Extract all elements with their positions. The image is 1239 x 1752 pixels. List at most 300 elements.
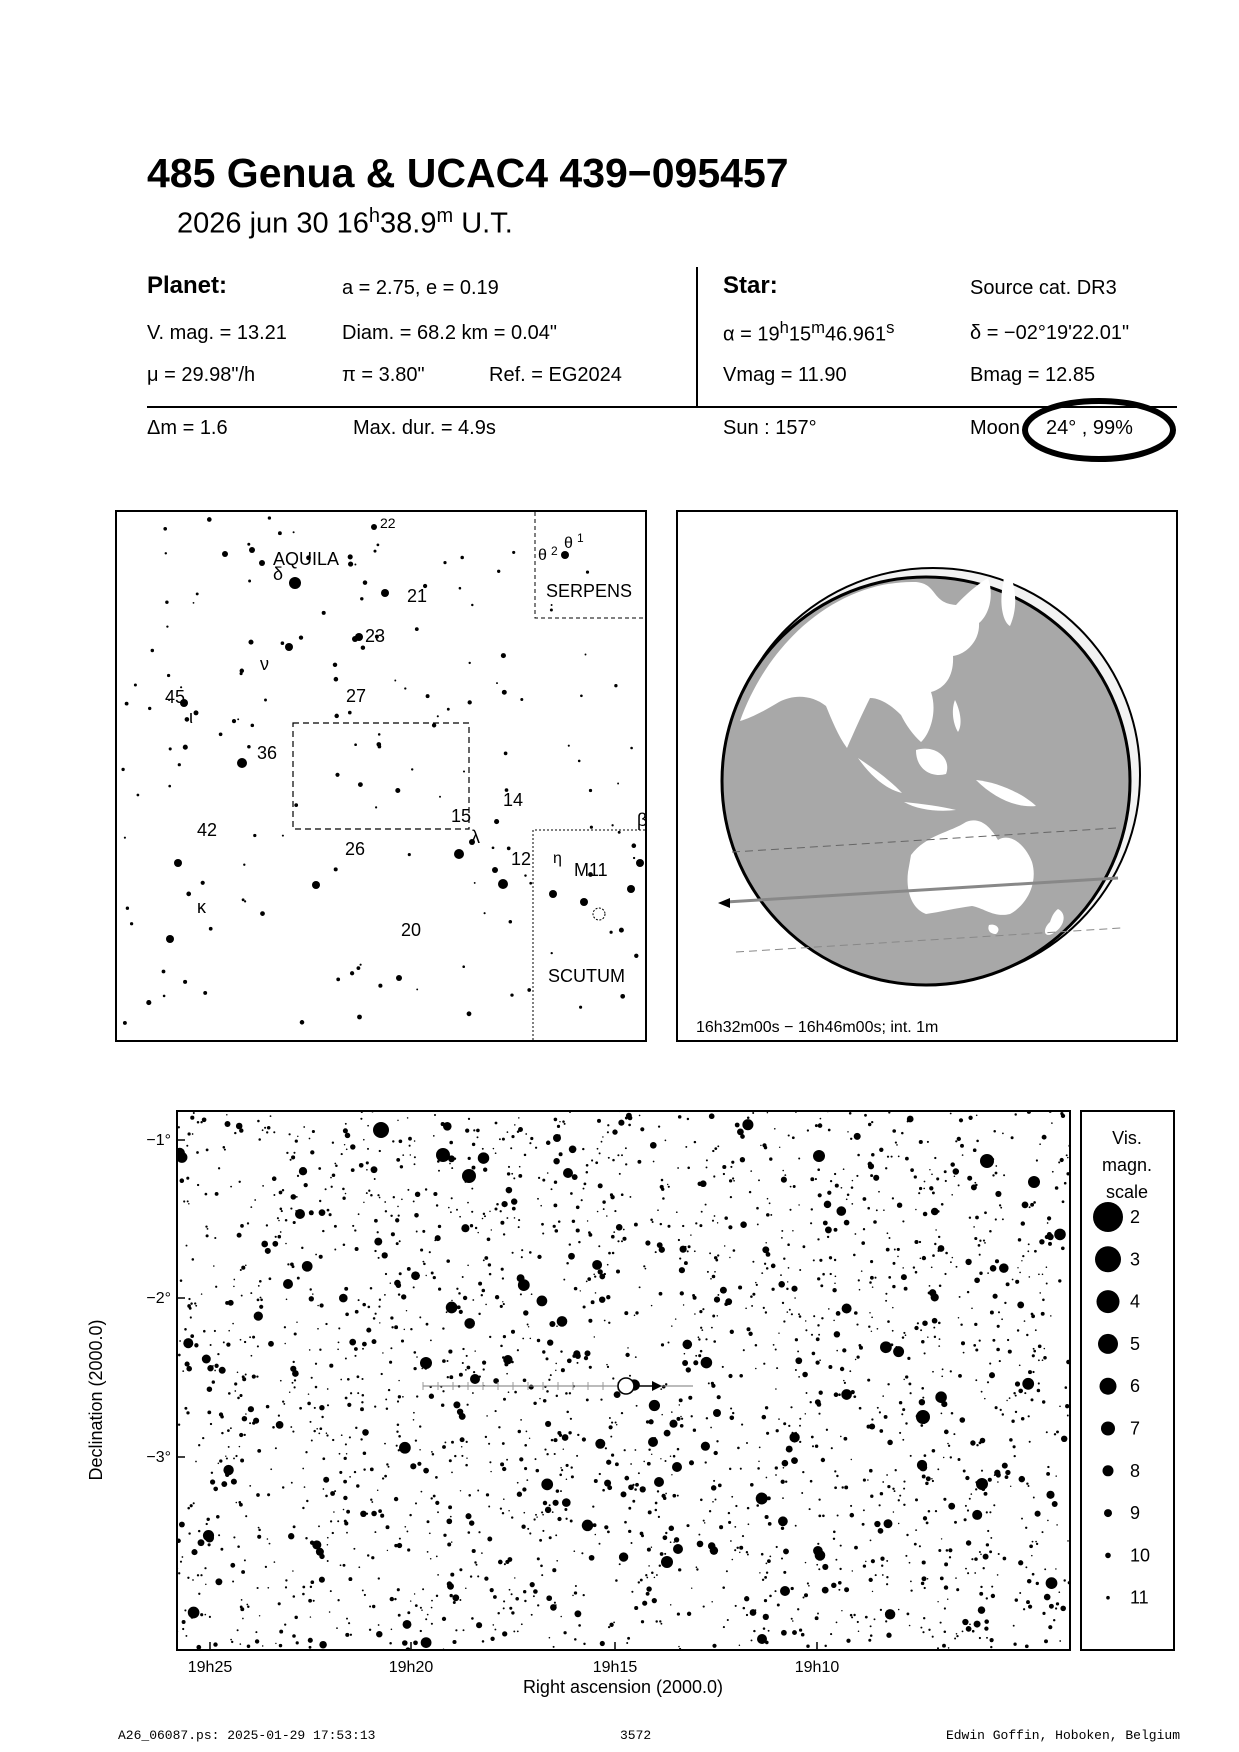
- field-star: [1062, 1200, 1065, 1203]
- field-star: [647, 1462, 651, 1466]
- field-star: [1024, 1392, 1026, 1394]
- field-star: [517, 1492, 522, 1497]
- field-star: [608, 1157, 610, 1159]
- field-star: [630, 1463, 632, 1465]
- field-star: [915, 1271, 918, 1274]
- field-star: [368, 1190, 370, 1192]
- field-star: [278, 1220, 280, 1222]
- field-star: [1015, 1381, 1020, 1386]
- field-star: [728, 1374, 732, 1378]
- field-star: [302, 1593, 305, 1596]
- field-star: [512, 1207, 516, 1211]
- field-star: [206, 1518, 209, 1521]
- field-star: [586, 1171, 589, 1174]
- field-star: [422, 1588, 424, 1590]
- field-star: [905, 1555, 907, 1557]
- field-star: [966, 1540, 971, 1545]
- field-star: [449, 1163, 451, 1165]
- field-star: [392, 1140, 394, 1142]
- field-star: [546, 1595, 552, 1601]
- finder-star: [294, 803, 298, 807]
- finder-star: [501, 653, 506, 658]
- field-star: [188, 1607, 200, 1619]
- field-star: [854, 1133, 861, 1140]
- finder-star: [633, 857, 635, 859]
- field-star: [791, 1313, 793, 1315]
- field-star: [490, 1637, 494, 1641]
- field-star: [720, 1287, 727, 1294]
- field-star: [1047, 1232, 1052, 1237]
- field-star: [1013, 1625, 1015, 1627]
- field-star: [555, 1534, 557, 1536]
- field-star: [450, 1211, 452, 1213]
- field-star: [661, 1494, 665, 1498]
- mag-scale-label: 10: [1130, 1545, 1151, 1566]
- field-star: [1033, 1350, 1036, 1353]
- field-star: [295, 1139, 298, 1142]
- field-star: [722, 1586, 725, 1589]
- field-star: [437, 1160, 440, 1163]
- field-star: [648, 1565, 650, 1567]
- field-star: [694, 1141, 696, 1143]
- field-star: [1017, 1329, 1019, 1331]
- field-star: [502, 1356, 505, 1359]
- field-star: [1015, 1395, 1017, 1397]
- field-star: [442, 1359, 446, 1363]
- field-star: [476, 1622, 482, 1628]
- field-star: [291, 1155, 295, 1159]
- field-star: [615, 1579, 618, 1582]
- field-star: [892, 1488, 894, 1490]
- field-star: [350, 1144, 355, 1149]
- field-star: [709, 1510, 711, 1512]
- field-star: [482, 1361, 486, 1365]
- field-star: [184, 1407, 187, 1410]
- field-star: [886, 1560, 888, 1562]
- field-star: [809, 1508, 811, 1510]
- field-star: [252, 1336, 255, 1339]
- field-star: [968, 1116, 972, 1120]
- field-star: [1004, 1302, 1006, 1304]
- field-star: [764, 1576, 767, 1579]
- field-star: [345, 1133, 351, 1139]
- field-star: [1032, 1371, 1034, 1373]
- finder-star: [426, 694, 430, 698]
- field-star: [635, 1311, 638, 1314]
- field-star: [595, 1439, 605, 1449]
- field-star: [899, 1495, 901, 1497]
- field-star: [740, 1468, 742, 1470]
- finder-star: [454, 849, 464, 859]
- field-star: [529, 1438, 530, 1439]
- finder-star: [484, 912, 486, 914]
- field-star: [465, 1464, 468, 1467]
- field-star: [345, 1312, 349, 1316]
- field-star: [863, 1197, 867, 1201]
- field-star: [581, 1552, 583, 1554]
- field-star: [549, 1637, 551, 1639]
- field-star: [330, 1491, 335, 1496]
- field-star: [250, 1206, 252, 1208]
- field-star: [939, 1284, 942, 1287]
- field-star: [1026, 1482, 1028, 1484]
- field-star: [756, 1493, 768, 1505]
- field-star: [608, 1626, 610, 1628]
- field-star: [918, 1192, 920, 1194]
- finder-star: [237, 718, 239, 720]
- field-star: [552, 1568, 556, 1572]
- field-star: [627, 1347, 629, 1349]
- field-star: [701, 1211, 703, 1213]
- field-star: [592, 1505, 594, 1507]
- field-star: [553, 1225, 556, 1228]
- field-star: [586, 1164, 589, 1167]
- field-star: [241, 1295, 243, 1297]
- field-star: [850, 1513, 855, 1518]
- field-star: [448, 1207, 450, 1209]
- field-star: [438, 1225, 441, 1228]
- field-star: [429, 1532, 431, 1534]
- field-star: [919, 1187, 922, 1190]
- field-star: [563, 1631, 566, 1634]
- field-star: [562, 1434, 569, 1441]
- field-star: [323, 1488, 325, 1490]
- field-star: [994, 1470, 1000, 1476]
- field-star: [483, 1213, 485, 1215]
- field-star: [470, 1224, 473, 1227]
- field-star: [427, 1520, 430, 1523]
- field-star: [952, 1257, 953, 1258]
- field-star: [436, 1204, 438, 1206]
- field-star: [266, 1405, 270, 1409]
- field-star: [257, 1535, 261, 1539]
- field-star: [296, 1641, 299, 1644]
- field-star: [655, 1620, 657, 1622]
- field-star: [433, 1276, 436, 1279]
- field-star: [1028, 1370, 1032, 1374]
- field-star: [435, 1501, 439, 1505]
- field-star: [715, 1499, 717, 1501]
- target-star-marker: [618, 1378, 634, 1394]
- field-star: [542, 1530, 544, 1532]
- field-star: [1021, 1221, 1025, 1225]
- field-star: [385, 1273, 387, 1275]
- field-star: [769, 1157, 772, 1160]
- field-star: [296, 1322, 297, 1323]
- mag-scale-title: magn.: [1101, 1155, 1153, 1175]
- field-star: [791, 1587, 794, 1590]
- field-star: [935, 1391, 947, 1403]
- field-star: [262, 1129, 264, 1131]
- field-star: [345, 1123, 347, 1125]
- field-star: [510, 1147, 512, 1149]
- field-star: [914, 1326, 918, 1330]
- field-star: [343, 1564, 346, 1567]
- field-star: [594, 1275, 596, 1277]
- finder-star: [561, 551, 569, 559]
- field-star: [360, 1438, 362, 1440]
- field-star: [730, 1196, 732, 1198]
- field-star: [712, 1501, 714, 1503]
- field-star: [318, 1167, 321, 1170]
- field-star: [932, 1636, 934, 1638]
- field-star: [954, 1521, 957, 1524]
- field-star: [687, 1167, 690, 1170]
- field-star: [607, 1531, 610, 1534]
- field-star: [290, 1208, 292, 1210]
- field-star: [401, 1339, 404, 1342]
- field-star: [537, 1296, 548, 1307]
- field-star: [1046, 1431, 1048, 1433]
- field-star: [850, 1614, 853, 1617]
- field-star: [466, 1457, 467, 1458]
- field-star: [894, 1249, 896, 1251]
- field-star: [461, 1446, 463, 1448]
- field-star: [766, 1563, 768, 1565]
- field-star: [782, 1302, 784, 1304]
- field-star: [1067, 1540, 1069, 1542]
- finder-label: δ: [273, 564, 284, 584]
- field-star: [940, 1622, 942, 1624]
- field-star: [1005, 1470, 1010, 1475]
- finder-chart: [115, 510, 647, 1042]
- field-star: [504, 1563, 506, 1565]
- field-star: [546, 1357, 549, 1360]
- field-star: [646, 1577, 648, 1579]
- field-star: [373, 1122, 389, 1138]
- field-star: [1054, 1229, 1066, 1241]
- field-star: [188, 1132, 191, 1135]
- field-star: [907, 1613, 910, 1616]
- field-star: [709, 1113, 715, 1119]
- field-star: [1031, 1313, 1034, 1316]
- field-star: [612, 1252, 615, 1255]
- field-star: [955, 1577, 957, 1579]
- field-star: [236, 1502, 238, 1504]
- field-star: [664, 1553, 666, 1555]
- finder-star: [394, 680, 396, 682]
- mag-scale-label: 8: [1130, 1460, 1141, 1481]
- field-star: [887, 1320, 890, 1323]
- field-star: [954, 1638, 956, 1640]
- field-star: [712, 1220, 714, 1222]
- field-star: [279, 1644, 282, 1647]
- field-star: [869, 1469, 873, 1473]
- field-star: [559, 1152, 563, 1156]
- field-star: [502, 1442, 505, 1445]
- field-star: [378, 1257, 380, 1259]
- field-star: [186, 1145, 188, 1147]
- field-star: [362, 1429, 369, 1436]
- field-star: [735, 1505, 737, 1507]
- field-star: [953, 1168, 960, 1175]
- field-star: [926, 1476, 931, 1481]
- finder-label: 1: [577, 531, 584, 545]
- field-star: [934, 1243, 936, 1245]
- finder-star: [168, 785, 171, 788]
- finder-star: [611, 824, 613, 826]
- field-star: [843, 1168, 845, 1170]
- field-star: [200, 1613, 203, 1616]
- finder-star: [178, 763, 181, 766]
- field-star: [242, 1375, 245, 1378]
- field-star: [402, 1154, 404, 1156]
- field-star: [292, 1431, 294, 1433]
- field-star: [859, 1407, 862, 1410]
- field-star: [344, 1457, 347, 1460]
- finder-star: [357, 966, 361, 970]
- field-star: [319, 1577, 325, 1583]
- field-star: [350, 1392, 352, 1394]
- field-star: [546, 1390, 549, 1393]
- field-star: [995, 1165, 997, 1167]
- field-star: [494, 1629, 496, 1631]
- field-star: [193, 1502, 195, 1504]
- field-star: [185, 1635, 187, 1637]
- field-star: [587, 1220, 588, 1221]
- field-star: [920, 1329, 922, 1331]
- field-star: [517, 1274, 525, 1282]
- field-star: [1028, 1605, 1032, 1609]
- field-star: [343, 1128, 348, 1133]
- field-star: [683, 1304, 684, 1305]
- finder-star: [494, 819, 499, 824]
- finder-star: [634, 954, 638, 958]
- field-star: [272, 1426, 275, 1429]
- field-star: [670, 1604, 671, 1605]
- field-star: [872, 1286, 874, 1288]
- field-star: [511, 1135, 514, 1138]
- field-star: [355, 1310, 359, 1314]
- field-star: [659, 1292, 663, 1296]
- field-star: [799, 1425, 801, 1427]
- field-star: [691, 1588, 692, 1589]
- field-star: [438, 1288, 441, 1291]
- field-star: [1061, 1246, 1065, 1250]
- field-star: [530, 1582, 535, 1587]
- finder-star: [416, 988, 418, 990]
- field-star: [762, 1415, 767, 1420]
- field-star: [758, 1179, 760, 1181]
- field-star: [1047, 1216, 1051, 1220]
- field-star: [248, 1406, 254, 1412]
- field-star: [573, 1350, 580, 1357]
- field-star: [873, 1220, 877, 1224]
- field-star: [186, 1177, 189, 1180]
- field-star: [672, 1462, 682, 1472]
- field-star: [465, 1513, 471, 1519]
- field-star: [542, 1350, 545, 1353]
- field-star: [818, 1193, 822, 1197]
- field-star: [1003, 1557, 1007, 1561]
- field-star: [421, 1637, 432, 1648]
- field-star: [381, 1679, 393, 1691]
- finder-star: [244, 900, 246, 902]
- field-star: [783, 1257, 785, 1259]
- field-star: [868, 1639, 871, 1642]
- field-star: [701, 1357, 713, 1369]
- field-star: [459, 1373, 463, 1377]
- field-star: [569, 1145, 577, 1153]
- field-star: [474, 1561, 476, 1563]
- field-star: [295, 1210, 297, 1212]
- field-star: [784, 1588, 786, 1590]
- field-star: [783, 1422, 786, 1425]
- finder-star: [289, 577, 301, 589]
- field-star: [781, 1237, 783, 1239]
- field-star: [397, 1588, 400, 1591]
- field-star: [871, 1418, 873, 1420]
- field-star: [1012, 1279, 1014, 1281]
- field-star: [616, 1270, 620, 1274]
- field-star: [276, 1421, 284, 1429]
- field-star: [646, 1586, 651, 1591]
- finder-star: [124, 837, 126, 839]
- field-star: [688, 1245, 691, 1248]
- field-star: [244, 1434, 246, 1436]
- field-star: [335, 1165, 338, 1168]
- field-star: [270, 1468, 272, 1470]
- field-star: [847, 1131, 848, 1132]
- field-star: [348, 1622, 350, 1624]
- field-star: [406, 1647, 411, 1652]
- field-star: [828, 1308, 830, 1310]
- field-star: [436, 1148, 450, 1162]
- field-star: [309, 1646, 312, 1649]
- field-star: [319, 1641, 327, 1649]
- x-tick-label: 19h25: [187, 1659, 233, 1676]
- field-star: [892, 1307, 894, 1309]
- field-star: [654, 1437, 656, 1439]
- field-star: [943, 1498, 946, 1501]
- field-star: [932, 1371, 934, 1373]
- field-star: [391, 1629, 393, 1631]
- field-star: [989, 1511, 991, 1513]
- field-star: [469, 1520, 474, 1525]
- field-star: [685, 1146, 687, 1148]
- field-star: [762, 1246, 769, 1253]
- field-star: [667, 1225, 670, 1228]
- field-star: [621, 1412, 623, 1414]
- field-star: [1055, 1475, 1056, 1476]
- field-star: [670, 1541, 672, 1543]
- field-star: [563, 1279, 565, 1281]
- field-star: [377, 1231, 379, 1233]
- field-star: [760, 1145, 761, 1146]
- finder-star: [242, 898, 245, 901]
- field-star: [258, 1285, 260, 1287]
- planet-heading: Planet:: [147, 272, 228, 299]
- finder-star: [282, 835, 284, 837]
- field-star: [642, 1601, 647, 1606]
- mag-scale-dot: [1097, 1290, 1120, 1313]
- field-star: [218, 1167, 220, 1169]
- field-star: [903, 1332, 905, 1334]
- field-star: [378, 1306, 380, 1308]
- field-star: [1046, 1266, 1048, 1268]
- finder-label: 26: [345, 839, 366, 859]
- field-star: [545, 1421, 551, 1427]
- field-star: [655, 1251, 657, 1253]
- field-star: [302, 1586, 305, 1589]
- field-star: [822, 1564, 828, 1570]
- field-star: [948, 1647, 950, 1649]
- field-star: [1028, 1243, 1030, 1245]
- field-star: [621, 1154, 623, 1156]
- field-star: [375, 1313, 377, 1315]
- field-star: [905, 1334, 907, 1336]
- field-star: [984, 1619, 989, 1624]
